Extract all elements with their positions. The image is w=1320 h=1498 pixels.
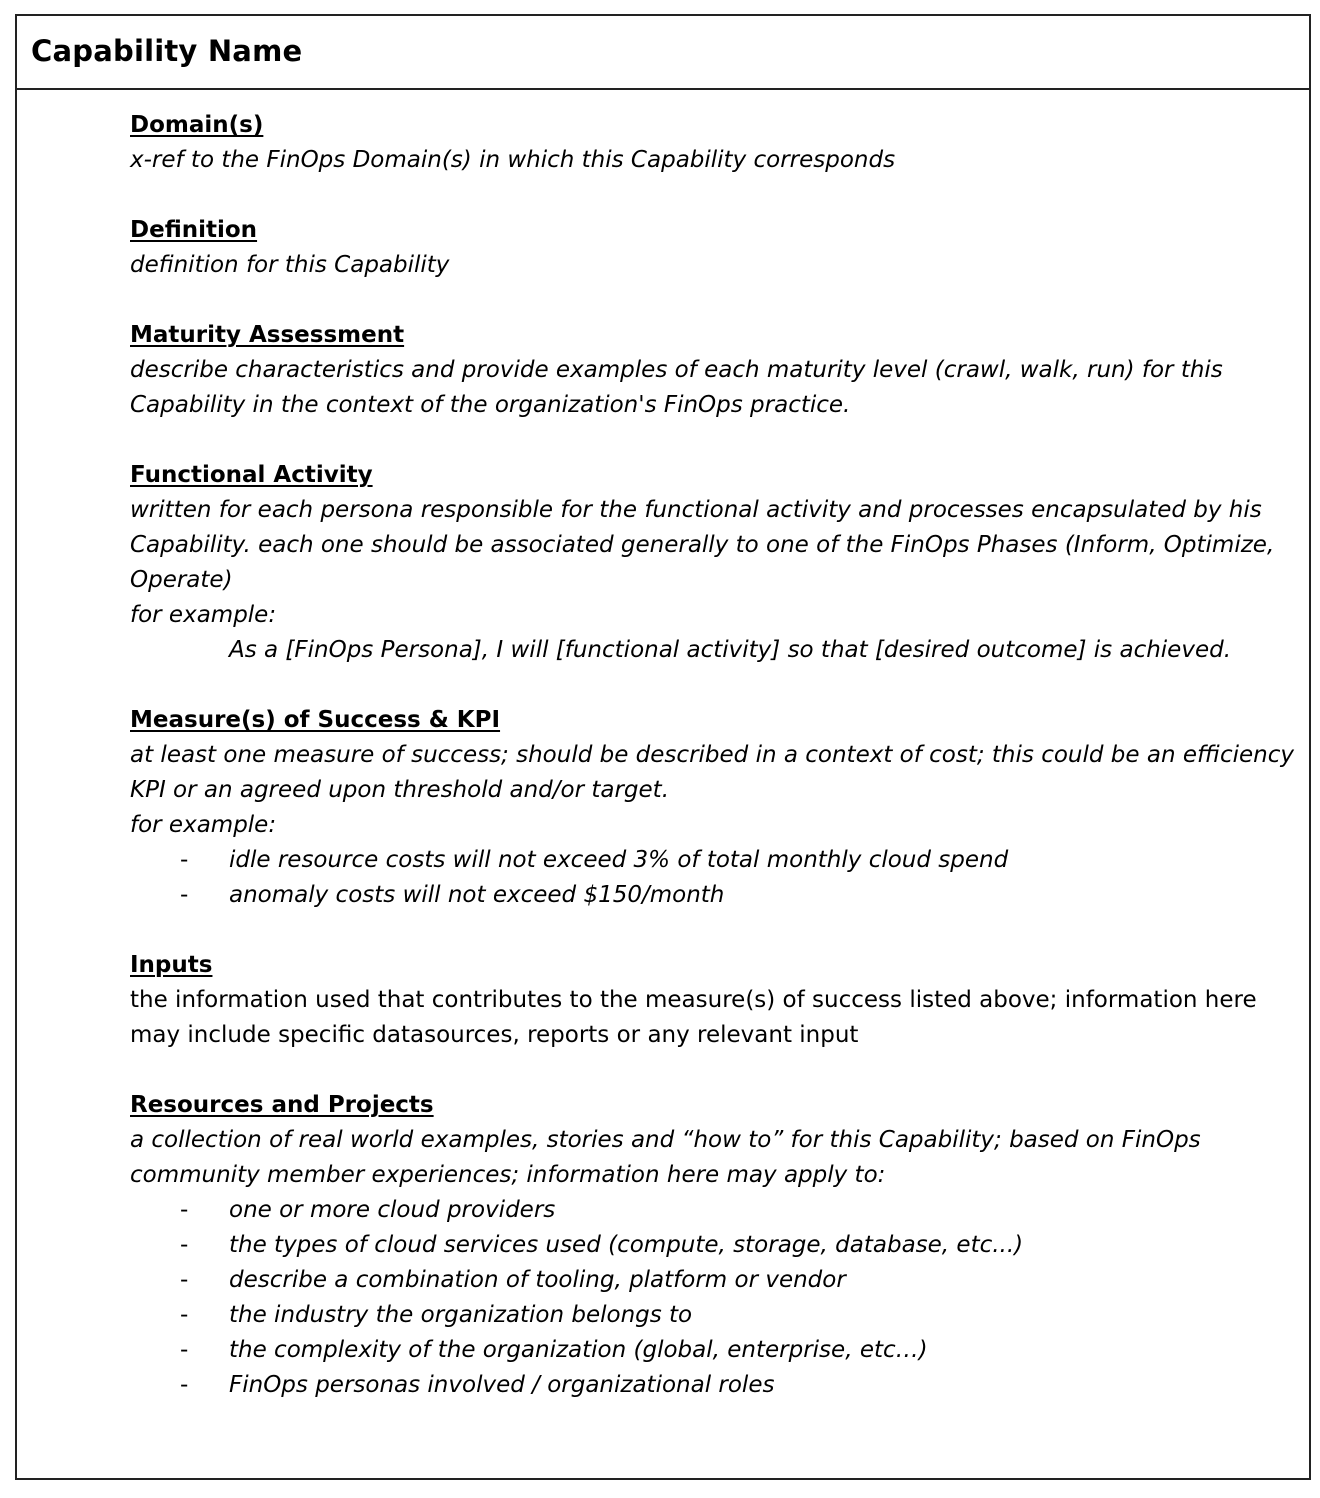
list-item (130, 1193, 1297, 1228)
section-text: describe characteristics and provide examples of each maturity level (crawl, walk, run) for this Capability in the context of the organization's FinOps practice. (130, 357, 1223, 418)
header-row (17, 16, 1309, 90)
section-measures (130, 703, 1297, 913)
list-item-text: the industry the organization belongs to (229, 1302, 693, 1328)
list-item (130, 1228, 1297, 1263)
section-heading: Definition (130, 217, 258, 243)
list-item (130, 1263, 1297, 1298)
section-maturity (130, 318, 1297, 423)
dash-bullet: - (180, 1267, 189, 1293)
example-label: for example: (130, 602, 277, 628)
list-item-text: describe a combination of tooling, platform or vendor (229, 1267, 846, 1293)
section-text: x-ref to the FinOps Domain(s) in which this Capability corresponds (130, 147, 896, 173)
section-domains (130, 108, 1297, 178)
list-item-text: FinOps personas involved / organizational roles (229, 1372, 775, 1398)
section-definition (130, 213, 1297, 283)
measures-list (130, 843, 1297, 913)
section-resources (130, 1088, 1297, 1403)
section-heading: Domain(s) (130, 112, 264, 138)
section-heading: Maturity Assessment (130, 322, 405, 348)
dash-bullet: - (180, 847, 189, 873)
example-label: for example: (130, 812, 277, 838)
list-item (130, 1368, 1297, 1403)
list-item-text: the complexity of the organization (global, enterprise, etc…) (229, 1337, 928, 1363)
section-functional-activity (130, 458, 1297, 668)
page-title: Capability Name (31, 34, 303, 68)
section-inputs (130, 948, 1297, 1053)
dash-bullet: - (180, 882, 189, 908)
section-text: written for each persona responsible for the functional activity and processes encapsulated by his Capability. each one should be associated generally to one of the FinOps Phases (Inform, Optimize, Operate) (130, 497, 1275, 593)
list-item-text: one or more cloud providers (229, 1197, 556, 1223)
section-text: a collection of real world examples, stories and “how to” for this Capability; based on FinOps community member experiences; information here may apply to: (130, 1127, 1201, 1188)
list-item-text: idle resource costs will not exceed 3% of total monthly cloud spend (229, 847, 1009, 873)
section-heading: Resources and Projects (130, 1092, 434, 1118)
section-heading: Functional Activity (130, 462, 373, 488)
section-text: definition for this Capability (130, 252, 450, 278)
dash-bullet: - (180, 1372, 189, 1398)
list-item (130, 1333, 1297, 1368)
list-item-text: anomaly costs will not exceed $150/month (229, 882, 725, 908)
section-text: the information used that contributes to the measure(s) of success listed above; information here may include specific datasources, reports or any relevant input (130, 987, 1257, 1048)
dash-bullet: - (180, 1197, 189, 1223)
content-body (17, 90, 1309, 1403)
capability-template-box (15, 14, 1311, 1480)
dash-bullet: - (180, 1302, 189, 1328)
list-item (130, 878, 1297, 913)
list-item-text: the types of cloud services used (compute, storage, database, etc...) (229, 1232, 1024, 1258)
dash-bullet: - (180, 1232, 189, 1258)
list-item (130, 1298, 1297, 1333)
section-heading: Measure(s) of Success & KPI (130, 707, 501, 733)
dash-bullet: - (180, 1337, 189, 1363)
resources-list (130, 1193, 1297, 1403)
section-heading: Inputs (130, 952, 213, 978)
list-item (130, 843, 1297, 878)
example-text: As a [FinOps Persona], I will [functional activity] so that [desired outcome] is achieved. (229, 637, 1232, 663)
section-text: at least one measure of success; should be described in a context of cost; this could be an efficiency KPI or an agreed upon threshold and/or target. (130, 742, 1294, 803)
